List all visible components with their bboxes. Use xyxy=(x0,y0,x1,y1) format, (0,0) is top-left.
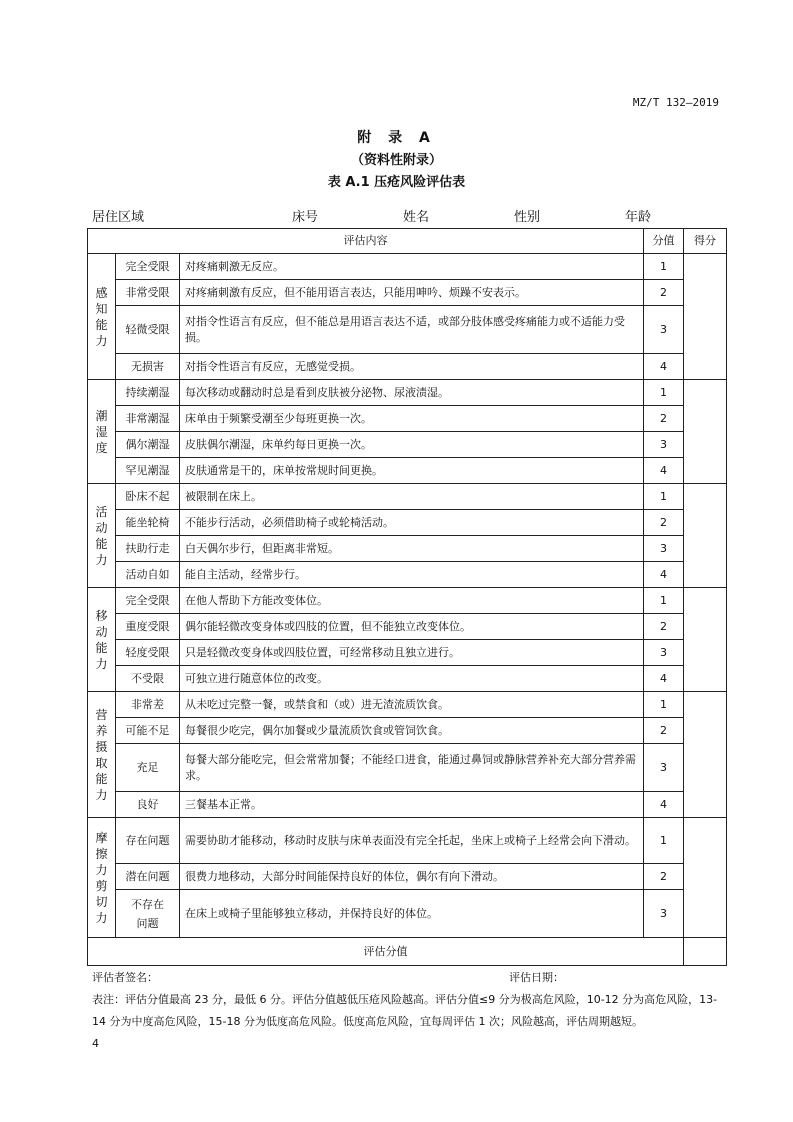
level-cell: 完全受限 xyxy=(116,588,180,614)
table-row xyxy=(88,562,727,588)
table-row xyxy=(88,890,727,938)
category-cell xyxy=(88,254,116,380)
category-char: 力 xyxy=(95,552,108,567)
table-row xyxy=(88,432,727,458)
description-cell: 只是轻微改变身体或四肢位置，可经常移动且独立进行。 xyxy=(180,640,644,666)
level-cell: 非常潮湿 xyxy=(116,406,180,432)
score-cell: 3 xyxy=(644,890,684,938)
info-field-area: 居住区域 xyxy=(92,210,145,225)
score-cell: 2 xyxy=(644,864,684,890)
score-cell: 1 xyxy=(644,818,684,864)
category-char: 摄 xyxy=(95,739,108,754)
level-cell: 存在问题 xyxy=(116,818,180,864)
info-row xyxy=(92,206,692,224)
standard-code: MZ/T 132—2019 xyxy=(632,96,719,109)
table-row xyxy=(88,306,727,354)
score-cell: 4 xyxy=(644,562,684,588)
description-cell: 可独立进行随意体位的改变。 xyxy=(180,666,644,692)
level-cell: 能坐轮椅 xyxy=(116,510,180,536)
score-cell: 3 xyxy=(644,306,684,354)
score-cell: 2 xyxy=(644,614,684,640)
level-cell: 可能不足 xyxy=(116,718,180,744)
level-cell: 卧床不起 xyxy=(116,484,180,510)
level-cell: 扶助行走 xyxy=(116,536,180,562)
score-cell: 2 xyxy=(644,406,684,432)
obtained-score-input[interactable] xyxy=(684,484,727,588)
level-cell: 持续潮湿 xyxy=(116,380,180,406)
description-cell: 对疼痛刺激有反应，但不能用语言表达，只能用呻吟、烦躁不安表示。 xyxy=(180,280,644,306)
category-char: 摩 xyxy=(95,830,108,845)
level-cell: 良好 xyxy=(116,792,180,818)
evaluation-date-label: 评估日期： xyxy=(509,971,564,984)
score-cell: 2 xyxy=(644,510,684,536)
level-cell: 重度受限 xyxy=(116,614,180,640)
category-char: 力 xyxy=(95,787,108,802)
category-char: 移 xyxy=(95,608,108,623)
score-cell: 4 xyxy=(644,354,684,380)
table-row xyxy=(88,692,727,718)
obtained-score-input[interactable] xyxy=(684,254,727,380)
score-cell: 2 xyxy=(644,280,684,306)
category-cell xyxy=(88,588,116,692)
description-cell: 不能步行活动，必须借助椅子或轮椅活动。 xyxy=(180,510,644,536)
description-cell: 很费力地移动，大部分时间能保持良好的体位，偶尔有向下滑动。 xyxy=(180,864,644,890)
table-row xyxy=(88,510,727,536)
score-cell: 4 xyxy=(644,666,684,692)
description-cell: 需要协助才能移动，移动时皮肤与床单表面没有完全托起，坐床上或椅子上经常会向下滑动。 xyxy=(180,818,644,864)
info-field-gender: 性别 xyxy=(514,210,541,225)
description-cell: 能自主活动，经常步行。 xyxy=(180,562,644,588)
table-row xyxy=(88,718,727,744)
table-row xyxy=(88,458,727,484)
category-char: 能 xyxy=(95,536,108,551)
table-note: 表注：评估分值最高 23 分，最低 6 分。评估分值越低压疮风险越高。评估分值≤9 分为极高危风险，10-12 分为高危风险，13-14 分为中度高危风险，15-18 分为低度高危风险。低度高危风险，宜每周评估 1 次；风险越高，评估周期越短。 xyxy=(92,993,718,1028)
table-row xyxy=(88,614,727,640)
description-cell: 每次移动或翻动时总是看到皮肤被分泌物、尿液渍湿。 xyxy=(180,380,644,406)
table-row xyxy=(88,864,727,890)
level-cell: 无损害 xyxy=(116,354,180,380)
score-cell: 1 xyxy=(644,380,684,406)
total-score-input[interactable] xyxy=(684,938,727,966)
description-cell: 对指令性语言有反应，无感觉受损。 xyxy=(180,354,644,380)
total-row xyxy=(88,938,727,966)
category-char: 营 xyxy=(95,707,108,722)
header-row xyxy=(88,229,727,254)
appendix-title: 附 录 A xyxy=(357,130,436,146)
category-char: 感 xyxy=(95,285,108,300)
info-field-age: 年龄 xyxy=(625,210,652,225)
assessment-table xyxy=(87,228,727,966)
page-number: 4 xyxy=(92,1037,99,1050)
table-title: 表 A.1 压疮风险评估表 xyxy=(327,175,466,190)
description-cell: 每餐很少吃完，偶尔加餐或少量流质饮食或管饲饮食。 xyxy=(180,718,644,744)
table-row xyxy=(88,280,727,306)
description-cell: 每餐大部分能吃完，但会常常加餐；不能经口进食，能通过鼻饲或静脉营养补充大部分营养需求。 xyxy=(180,744,644,792)
score-cell: 1 xyxy=(644,484,684,510)
table-row xyxy=(88,744,727,792)
category-char: 养 xyxy=(95,723,108,738)
category-char: 切 xyxy=(95,894,108,909)
category-cell xyxy=(88,380,116,484)
obtained-score-input[interactable] xyxy=(684,818,727,938)
level-cell: 非常差 xyxy=(116,692,180,718)
table-row xyxy=(88,354,727,380)
category-char: 力 xyxy=(95,656,108,671)
table-row xyxy=(88,254,727,280)
category-char: 力 xyxy=(95,333,108,348)
description-cell: 皮肤通常是干的，床单按常规时间更换。 xyxy=(180,458,644,484)
level-cell: 轻微受限 xyxy=(116,306,180,354)
category-char: 活 xyxy=(95,504,108,519)
description-cell: 白天偶尔步行，但距离非常短。 xyxy=(180,536,644,562)
level-cell: 非常受限 xyxy=(116,280,180,306)
score-cell: 1 xyxy=(644,692,684,718)
level-cell: 潜在问题 xyxy=(116,864,180,890)
description-cell: 在床上或椅子里能够独立移动，并保持良好的体位。 xyxy=(180,890,644,938)
level-cell: 罕见潮湿 xyxy=(116,458,180,484)
category-char: 湿 xyxy=(95,424,108,439)
category-char: 动 xyxy=(95,624,108,639)
obtained-score-input[interactable] xyxy=(684,380,727,484)
table-row xyxy=(88,666,727,692)
appendix-type: （资料性附录） xyxy=(350,153,442,168)
table-row xyxy=(88,818,727,864)
score-cell: 1 xyxy=(644,254,684,280)
description-cell: 偶尔能轻微改变身体或四肢的位置，但不能独立改变体位。 xyxy=(180,614,644,640)
category-char: 擦 xyxy=(95,846,108,861)
category-cell xyxy=(88,484,116,588)
obtained-score-input[interactable] xyxy=(684,588,727,692)
category-char: 度 xyxy=(95,440,108,455)
category-cell xyxy=(88,692,116,818)
category-char: 取 xyxy=(95,755,108,770)
score-cell: 1 xyxy=(644,588,684,614)
category-char: 能 xyxy=(95,771,108,786)
table-row xyxy=(88,536,727,562)
info-field-bed: 床号 xyxy=(292,210,319,225)
category-char: 潮 xyxy=(95,408,108,423)
description-cell: 对指令性语言有反应，但不能总是用语言表达不适，或部分肢体感受疼痛能力或不适能力受损。 xyxy=(180,306,644,354)
description-cell: 被限制在床上。 xyxy=(180,484,644,510)
table-row xyxy=(88,380,727,406)
category-char: 力 xyxy=(95,862,108,877)
level-cell: 不存在问题 xyxy=(116,890,180,938)
level-cell: 充足 xyxy=(116,744,180,792)
category-char: 能 xyxy=(95,317,108,332)
category-char: 能 xyxy=(95,640,108,655)
table-row xyxy=(88,406,727,432)
description-cell: 从未吃过完整一餐，或禁食和（或）进无渣流质饮食。 xyxy=(180,692,644,718)
score-cell: 3 xyxy=(644,744,684,792)
description-cell: 皮肤偶尔潮湿，床单约每日更换一次。 xyxy=(180,432,644,458)
header-content: 评估内容 xyxy=(88,229,644,254)
score-cell: 4 xyxy=(644,792,684,818)
category-char: 知 xyxy=(95,301,108,316)
score-cell: 3 xyxy=(644,536,684,562)
score-cell: 4 xyxy=(644,458,684,484)
table-row xyxy=(88,484,727,510)
description-cell: 三餐基本正常。 xyxy=(180,792,644,818)
table-row xyxy=(88,588,727,614)
description-cell: 在他人帮助下方能改变体位。 xyxy=(180,588,644,614)
info-field-name: 姓名 xyxy=(403,210,430,225)
level-cell: 偶尔潮湿 xyxy=(116,432,180,458)
category-char: 动 xyxy=(95,520,108,535)
category-char: 剪 xyxy=(95,878,108,893)
description-cell: 对疼痛刺激无反应。 xyxy=(180,254,644,280)
header-score: 分值 xyxy=(644,229,684,254)
table-row xyxy=(88,640,727,666)
score-cell: 3 xyxy=(644,640,684,666)
evaluator-signature-label: 评估者签名： xyxy=(92,971,158,984)
level-cell: 完全受限 xyxy=(116,254,180,280)
level-cell: 活动自如 xyxy=(116,562,180,588)
score-cell: 2 xyxy=(644,718,684,744)
header-obtained: 得分 xyxy=(684,229,727,254)
description-cell: 床单由于频繁受潮至少每班更换一次。 xyxy=(180,406,644,432)
score-cell: 3 xyxy=(644,432,684,458)
category-char: 力 xyxy=(95,910,108,925)
total-label: 评估分值 xyxy=(88,938,684,966)
level-cell: 不受限 xyxy=(116,666,180,692)
level-cell: 轻度受限 xyxy=(116,640,180,666)
table-row xyxy=(88,792,727,818)
obtained-score-input[interactable] xyxy=(684,692,727,818)
category-cell xyxy=(88,818,116,938)
